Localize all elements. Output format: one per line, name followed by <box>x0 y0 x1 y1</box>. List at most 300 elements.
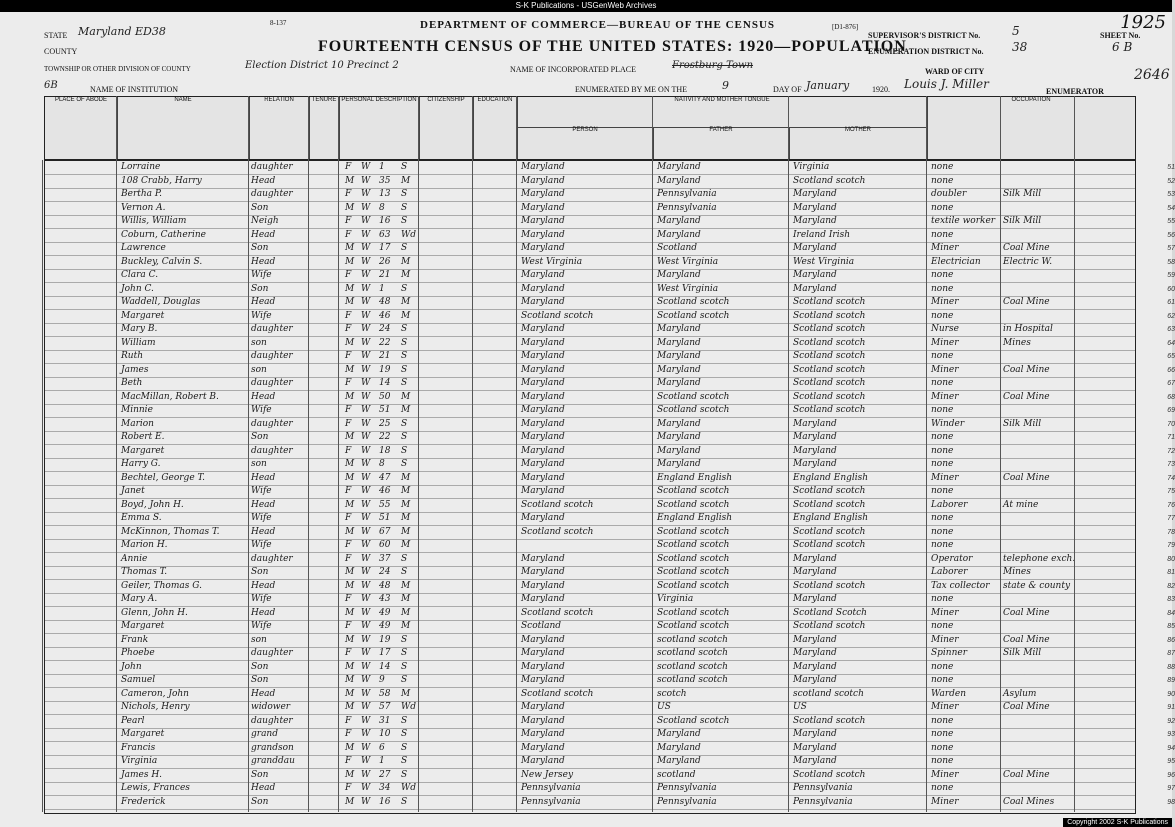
cell-fpob: Maryland <box>657 337 701 348</box>
cell-name: McKinnon, Thomas T. <box>121 526 220 537</box>
cell-ind: Silk Mill <box>1003 648 1042 658</box>
cell-mpob: Scotland scotch <box>793 297 866 307</box>
cell-name: James H. <box>121 769 163 780</box>
line-number: 79 <box>1167 542 1175 549</box>
table-row <box>45 728 1175 742</box>
cell-age: 51 <box>379 513 391 523</box>
cell-ms: S <box>401 661 408 672</box>
column-rule <box>1074 96 1075 812</box>
state-label: STATE <box>44 31 68 40</box>
cell-ind: Coal Mine <box>1003 607 1050 618</box>
cell-mpob: Maryland <box>793 283 837 294</box>
table-row <box>45 269 1175 283</box>
cell-ind <box>1003 715 1075 728</box>
cell-sex: M <box>345 175 355 186</box>
cell-age: 31 <box>379 715 391 726</box>
state-value: Maryland ED38 <box>78 25 166 38</box>
cell-race: W <box>361 526 371 537</box>
cell-mpob: Scotland scotch <box>793 337 866 348</box>
line-number: 74 <box>1167 474 1175 482</box>
column-rule <box>788 96 789 812</box>
cell-race: W <box>361 756 371 766</box>
cell-age: 21 <box>379 270 391 280</box>
cell-age: 8 <box>379 202 385 213</box>
cell-mpob: Scotland scotch <box>793 769 866 780</box>
cell-name: Willis, William <box>121 216 187 226</box>
cell-rel: granddau <box>251 756 295 766</box>
line-number: 83 <box>1167 596 1175 603</box>
cell-race: W <box>361 567 371 577</box>
cell-rel: Wife <box>251 405 272 415</box>
cell-age: 1 <box>379 756 385 766</box>
col-name: NAME <box>117 97 250 159</box>
cell-name: Bechtel, George T. <box>121 472 206 483</box>
line-number: 65 <box>1167 353 1175 360</box>
cell-rel: son <box>251 337 267 348</box>
cell-mpob: West Virginia <box>793 256 855 267</box>
cell-mpob: Scotland scotch <box>793 405 866 415</box>
cell-sex: F <box>345 513 352 523</box>
cell-age: 21 <box>379 351 391 361</box>
line-number: 96 <box>1167 771 1175 779</box>
cell-ind <box>1003 175 1075 188</box>
cell-occ: none <box>931 310 954 321</box>
col-relation: RELATION <box>249 97 310 159</box>
cell-pob: Scotland scotch <box>521 310 594 321</box>
cell-name: John <box>121 661 142 672</box>
cell-occ: none <box>931 351 954 361</box>
township-label: TOWNSHIP OR OTHER DIVISION OF COUNTY <box>44 65 191 73</box>
cell-ind: Silk Mill <box>1003 216 1042 226</box>
table-row <box>45 620 1175 634</box>
cell-name: Lorraine <box>121 162 161 172</box>
cell-rel: grandson <box>251 742 294 753</box>
cell-fpob: England English <box>657 472 733 483</box>
cell-sex: F <box>345 351 352 361</box>
table-row <box>45 377 1175 391</box>
cell-race: W <box>361 432 371 442</box>
cell-ind <box>1003 283 1075 296</box>
cell-ms: S <box>401 742 408 753</box>
cell-occ: Miner <box>931 702 959 712</box>
line-number: 71 <box>1167 434 1175 441</box>
cell-mpob: Maryland <box>793 432 837 442</box>
cell-pob: Maryland <box>521 391 565 402</box>
cell-name: Pearl <box>121 715 145 726</box>
col-personal-description: PERSONAL DESCRIPTION <box>339 97 420 159</box>
line-number: 94 <box>1167 744 1175 752</box>
cell-occ: textile worker <box>931 216 996 226</box>
cell-occ: none <box>931 621 954 631</box>
enumerated-label: ENUMERATED BY ME ON THE <box>575 85 687 94</box>
cell-rel: Head <box>251 526 276 537</box>
cell-ms: M <box>401 526 411 537</box>
cell-rel: Head <box>251 499 276 510</box>
cell-sex: M <box>345 702 355 712</box>
line-number: 69 <box>1167 407 1175 414</box>
cell-ind: Coal Mine <box>1003 391 1050 402</box>
cell-rel: Wife <box>251 540 272 550</box>
cell-race: W <box>361 486 371 496</box>
cell-race: W <box>361 297 371 307</box>
cell-ms: S <box>401 364 408 375</box>
cell-ms: M <box>401 594 411 604</box>
cell-name: Boyd, John H. <box>121 499 184 510</box>
cell-fpob: Maryland <box>657 756 701 766</box>
cell-ind <box>1003 593 1075 606</box>
cell-race: W <box>361 580 371 591</box>
cell-ind: Coal Mine <box>1003 634 1050 645</box>
table-row <box>45 229 1175 243</box>
cell-name: 108 Crabb, Harry <box>121 175 202 186</box>
cell-name: Buckley, Calvin S. <box>121 256 203 267</box>
cell-age: 47 <box>379 472 391 483</box>
line-number: 54 <box>1167 204 1175 212</box>
line-number: 97 <box>1167 785 1175 792</box>
cell-occ: Miner <box>931 243 959 253</box>
cell-rel: son <box>251 459 267 469</box>
cell-ms: S <box>401 432 408 442</box>
cell-mpob: Scotland scotch <box>793 351 866 361</box>
cell-sex: F <box>345 310 352 321</box>
cell-fpob: scotland scotch <box>657 661 728 672</box>
cell-rel: Son <box>251 202 269 213</box>
cell-age: 26 <box>379 256 391 267</box>
cell-pob: Maryland <box>521 283 565 294</box>
cell-mpob: England English <box>793 472 869 483</box>
cell-name: Mary B. <box>121 324 158 334</box>
cell-ind: Coal Mine <box>1003 769 1050 780</box>
cell-occ: Laborer <box>931 567 968 577</box>
cell-pob: Maryland <box>521 702 565 712</box>
cell-ms: M <box>401 405 411 415</box>
cell-ms: S <box>401 216 408 226</box>
cell-occ: none <box>931 675 954 685</box>
col-education: EDUCATION <box>473 97 518 159</box>
cell-ms: Wd <box>401 702 417 712</box>
cell-race: W <box>361 715 371 726</box>
cell-mpob: Scotland scotch <box>793 526 866 537</box>
left-margin-strip <box>2 160 43 812</box>
cell-sex: M <box>345 769 355 780</box>
cell-age: 35 <box>379 175 391 186</box>
table-row <box>45 296 1175 310</box>
cell-name: Harry G. <box>121 459 161 469</box>
table-row <box>45 472 1175 486</box>
cell-name: Coburn, Catherine <box>121 229 206 240</box>
cell-occ: none <box>931 229 954 240</box>
cell-rel: Head <box>251 607 276 618</box>
cell-ms: S <box>401 756 408 766</box>
col-father: FATHER <box>653 127 790 159</box>
cell-ind <box>1003 161 1075 174</box>
enumeration-year: 1920. <box>872 85 890 94</box>
cell-occ: none <box>931 729 954 739</box>
cell-race: W <box>361 499 371 510</box>
cell-age: 19 <box>379 634 391 645</box>
cell-sex: M <box>345 472 355 483</box>
cell-mpob: Scotland Scotch <box>793 607 867 618</box>
cell-ind <box>1003 202 1075 215</box>
cell-race: W <box>361 769 371 780</box>
cell-fpob: Scotland scotch <box>657 607 730 618</box>
cell-sex: F <box>345 594 352 604</box>
column-rule <box>338 96 339 812</box>
cell-name: Vernon A. <box>121 202 166 213</box>
cell-fpob: Maryland <box>657 459 701 469</box>
cell-sex: F <box>345 418 352 429</box>
table-row <box>45 364 1175 378</box>
cell-mpob: Maryland <box>793 661 837 672</box>
cell-ms: S <box>401 769 408 780</box>
cell-mpob: Maryland <box>793 243 837 253</box>
cell-pob: Maryland <box>521 445 565 456</box>
cell-pob: Maryland <box>521 580 565 591</box>
cell-ms: M <box>401 310 411 321</box>
cell-race: W <box>361 742 371 753</box>
cell-ind: Silk Mill <box>1003 189 1042 199</box>
cell-pob: Maryland <box>521 513 565 523</box>
cell-race: W <box>361 702 371 712</box>
cell-ind <box>1003 458 1075 471</box>
cell-fpob: scotland <box>657 769 696 780</box>
cell-ind <box>1003 539 1075 552</box>
column-rule <box>418 96 419 812</box>
cell-age: 17 <box>379 648 391 658</box>
table-row <box>45 647 1175 661</box>
cell-ms: S <box>401 162 408 172</box>
table-row <box>45 607 1175 621</box>
cell-ms: M <box>401 688 411 699</box>
cell-pob: Scotland scotch <box>521 688 594 699</box>
cell-ind <box>1003 755 1075 768</box>
line-number: 89 <box>1167 677 1175 684</box>
cell-ind: in Hospital <box>1003 324 1053 334</box>
cell-rel: Head <box>251 580 276 591</box>
cell-rel: Wife <box>251 621 272 631</box>
column-rule <box>248 96 249 812</box>
cell-fpob: Maryland <box>657 729 701 739</box>
table-row <box>45 202 1175 216</box>
cell-mpob: Maryland <box>793 756 837 766</box>
cell-age: 10 <box>379 729 391 739</box>
cell-sex: M <box>345 688 355 699</box>
cell-ms: M <box>401 621 411 631</box>
line-number: 76 <box>1167 501 1175 509</box>
cell-rel: Head <box>251 783 276 793</box>
cell-sex: M <box>345 337 355 348</box>
cell-sex: M <box>345 567 355 577</box>
cell-rel: daughter <box>251 715 293 726</box>
cell-age: 60 <box>379 540 391 550</box>
line-number: 88 <box>1167 663 1175 671</box>
cell-occ: Miner <box>931 337 959 348</box>
copyright-notice: Copyright 2002 S-K Publications <box>1063 818 1172 827</box>
cell-fpob: Maryland <box>657 324 701 334</box>
cell-fpob: US <box>657 702 671 712</box>
cell-rel: Wife <box>251 513 272 523</box>
cell-sex: M <box>345 634 355 645</box>
cell-sex: M <box>345 364 355 375</box>
cell-age: 34 <box>379 783 391 793</box>
cell-race: W <box>361 243 371 253</box>
cell-name: Frank <box>121 634 149 645</box>
cell-ind <box>1003 485 1075 498</box>
cell-age: 57 <box>379 702 391 712</box>
cell-fpob: Scotland scotch <box>657 297 730 307</box>
cell-sex: M <box>345 256 355 267</box>
county-label: COUNTY <box>44 47 78 56</box>
cell-mpob: Scotland scotch <box>793 391 866 402</box>
cell-name: Marion <box>121 418 154 429</box>
table-row <box>45 512 1175 526</box>
cell-mpob: US <box>793 702 807 712</box>
cell-mpob: Pennsylvania <box>793 783 853 793</box>
cell-ind <box>1003 229 1075 242</box>
cell-race: W <box>361 256 371 267</box>
cell-ms: S <box>401 283 408 294</box>
cell-occ: none <box>931 526 954 537</box>
table-row <box>45 256 1175 270</box>
enumeration-month: January <box>806 79 850 92</box>
cell-pob: Maryland <box>521 162 565 172</box>
cell-race: W <box>361 621 371 631</box>
sheet-value: 6 B <box>1112 40 1133 54</box>
cell-sex: M <box>345 580 355 591</box>
line-number: 63 <box>1167 326 1175 333</box>
cell-ms: M <box>401 607 411 618</box>
table-row <box>45 634 1175 648</box>
cell-occ: Miner <box>931 472 959 483</box>
cell-name: MacMillan, Robert B. <box>121 391 219 402</box>
cell-pob: Maryland <box>521 486 565 496</box>
cell-fpob: Virginia <box>657 594 694 604</box>
cell-race: W <box>361 594 371 604</box>
cell-ms: S <box>401 675 408 685</box>
cell-occ: none <box>931 715 954 726</box>
cell-sex: M <box>345 742 355 753</box>
cell-occ: none <box>931 283 954 294</box>
cell-age: 19 <box>379 364 391 375</box>
form-code: [D1-876] <box>832 23 859 31</box>
cell-ms: S <box>401 553 408 564</box>
col-occupation: OCCUPATION <box>1011 97 1051 103</box>
cell-rel: Head <box>251 229 276 240</box>
place-label: NAME OF INCORPORATED PLACE <box>510 65 637 74</box>
cell-ms: M <box>401 256 411 267</box>
cell-mpob: Pennsylvania <box>793 796 853 807</box>
corner-stamp: 1925 <box>1120 12 1166 33</box>
cell-rel: Son <box>251 567 269 577</box>
cell-fpob: Scotland scotch <box>657 391 730 402</box>
cell-race: W <box>361 661 371 672</box>
cell-race: W <box>361 189 371 199</box>
cell-occ: Miner <box>931 297 959 307</box>
cell-ind <box>1003 782 1075 795</box>
cell-sex: F <box>345 756 352 766</box>
cell-ind <box>1003 661 1075 674</box>
cell-pob: Scotland scotch <box>521 499 594 510</box>
cell-ind <box>1003 445 1075 458</box>
column-rule <box>516 96 517 812</box>
cell-fpob: Maryland <box>657 270 701 280</box>
cell-age: 49 <box>379 607 391 618</box>
cell-age: 9 <box>379 675 385 685</box>
cell-fpob: Scotland scotch <box>657 580 730 591</box>
cell-ind <box>1003 620 1075 633</box>
cell-pob: Pennsylvania <box>521 796 581 807</box>
cell-pob: Scotland scotch <box>521 526 594 537</box>
line-number: 59 <box>1167 272 1175 279</box>
table-row <box>45 526 1175 540</box>
cell-age: 46 <box>379 310 391 321</box>
cell-ind: telephone exch. <box>1003 553 1076 564</box>
cell-fpob: Maryland <box>657 418 701 429</box>
cell-occ: Tax collector <box>931 580 990 591</box>
table-row <box>45 418 1175 432</box>
cell-age: 25 <box>379 418 391 429</box>
table-row <box>45 485 1175 499</box>
archive-banner: S-K Publications - USGenWeb Archives <box>0 0 1172 12</box>
cell-pob: Maryland <box>521 418 565 429</box>
cell-name: Clara C. <box>121 270 159 280</box>
cell-occ: Laborer <box>931 499 968 510</box>
cell-fpob: scotland scotch <box>657 675 728 685</box>
cell-occ: none <box>931 202 954 213</box>
line-number: 75 <box>1167 488 1175 495</box>
cell-race: W <box>361 783 371 793</box>
line-number: 81 <box>1167 569 1175 576</box>
cell-rel: Wife <box>251 310 272 321</box>
cell-age: 49 <box>379 621 391 631</box>
cell-ms: M <box>401 297 411 307</box>
cell-sex: M <box>345 202 355 213</box>
cell-ms: Wd <box>401 783 417 793</box>
cell-mpob: Scotland scotch <box>793 580 866 591</box>
day-of-label: DAY OF <box>773 85 802 94</box>
cell-mpob: scotland scotch <box>793 688 864 699</box>
cell-fpob: Maryland <box>657 162 701 172</box>
cell-name: Waddell, Douglas <box>121 297 201 307</box>
cell-name: Marion H. <box>121 540 168 550</box>
cell-ms: S <box>401 324 408 334</box>
cell-ms: S <box>401 378 408 388</box>
line-number: 53 <box>1167 191 1175 198</box>
cell-mpob: Scotland scotch <box>793 499 866 510</box>
cell-occ: none <box>931 162 954 172</box>
cell-name: Glenn, John H. <box>121 607 188 618</box>
cell-age: 63 <box>379 229 391 240</box>
cell-mpob: Maryland <box>793 459 837 469</box>
cell-rel: Neigh <box>251 216 279 226</box>
column-rule <box>116 96 117 812</box>
cell-rel: grand <box>251 729 278 739</box>
cell-mpob: Maryland <box>793 634 837 645</box>
cell-rel: daughter <box>251 189 293 199</box>
cell-fpob: scotland scotch <box>657 648 728 658</box>
cell-ms: S <box>401 796 408 807</box>
cell-age: 14 <box>379 378 391 388</box>
cell-rel: Head <box>251 688 276 699</box>
cell-pob: Maryland <box>521 432 565 442</box>
cell-mpob: Maryland <box>793 567 837 577</box>
supervisor-value: 5 <box>1012 24 1020 38</box>
cell-pob: Maryland <box>521 634 565 645</box>
cell-age: 37 <box>379 553 391 564</box>
cell-sex: M <box>345 526 355 537</box>
cell-rel: widower <box>251 702 291 712</box>
cell-occ: none <box>931 445 954 456</box>
